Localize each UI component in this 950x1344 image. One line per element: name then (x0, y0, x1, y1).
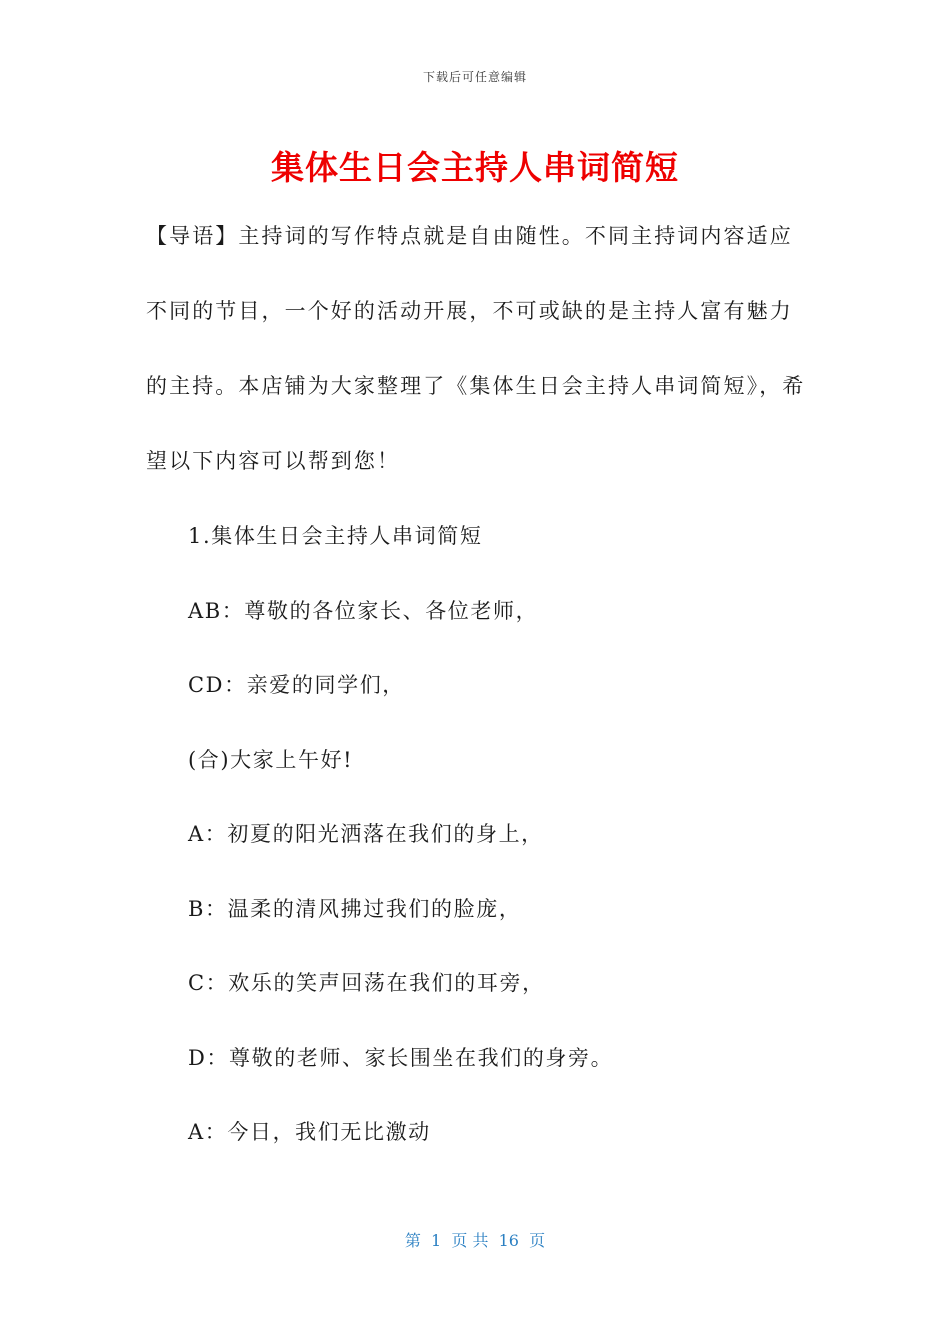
script-line: 1.集体生日会主持人串词简短 (188, 524, 483, 548)
page-header-note: 下载后可任意编辑 (422, 70, 527, 84)
script-line: CD：亲爱的同学们， (188, 673, 405, 697)
intro-paragraph: 【导语】主持词的写作特点就是自由随性。不同主持词内容适应不同的节目，一个好的活动开展，不可或缺的是主持人富有魅力的主持。本店铺为大家整理了《集体生日会主持人串词简短》，希望以下内容可以帮到您！ (146, 224, 806, 473)
document-title: 集体生日会主持人串词简短 (271, 148, 679, 187)
page-number-footer: 第 1 页 共 16 页 (404, 1231, 546, 1250)
script-line: A：今日，我们无比激动 (188, 1120, 431, 1144)
script-line: AB：尊敬的各位家长、各位老师， (188, 598, 539, 623)
script-lines (188, 499, 613, 1170)
script-line: D：尊敬的老师、家长围坐在我们的身旁。 (188, 1045, 614, 1070)
script-line: C：欢乐的笑声回荡在我们的耳旁， (188, 971, 545, 995)
script-line: A：初夏的阳光洒落在我们的身上， (188, 822, 544, 846)
script-line: (合)大家上午好! (188, 747, 354, 772)
script-line: B：温柔的清风拂过我们的脸庞， (188, 896, 522, 921)
